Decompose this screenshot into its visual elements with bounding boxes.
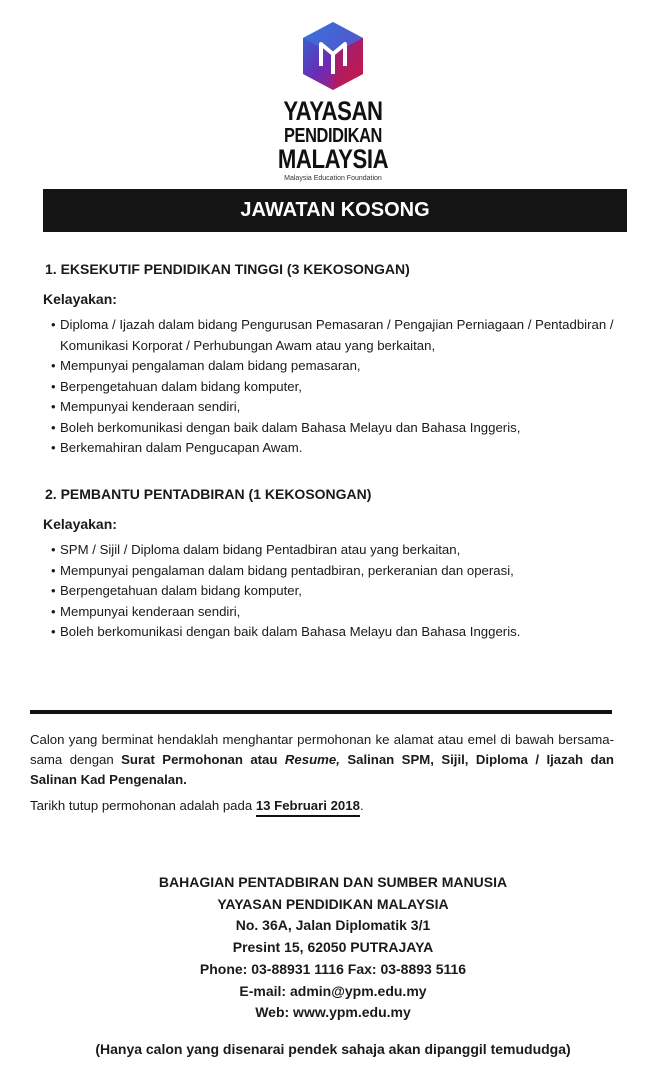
- application-bold-1: Surat Permohonan atau: [121, 752, 285, 767]
- qualification-item: • Boleh berkomunikasi dengan baik dalam Bahasa Melayu dan Bahasa Inggeris.: [51, 622, 643, 643]
- qualification-item: • Berpengetahuan dalam bidang komputer,: [51, 377, 643, 398]
- logo-tagline: Malaysia Education Foundation: [284, 175, 382, 182]
- logo-line-yayasan: YAYASAN: [283, 96, 383, 126]
- closing-end: .: [359, 798, 364, 813]
- job-title: 1. EKSEKUTIF PENDIDIKAN TINGGI (3 KEKOSONGAN): [45, 261, 410, 277]
- job-section-1: [43, 261, 643, 459]
- contact-address-2: Presint 15, 62050 PUTRAJAYA: [232, 939, 434, 956]
- closing-date: 13 Februari 2018: [256, 798, 360, 817]
- qualification-item: • Boleh berkomunikasi dengan baik dalam Bahasa Melayu dan Bahasa Inggeris,: [51, 418, 643, 439]
- ypm-hexagon-logo-icon: [301, 20, 365, 92]
- qualification-item: • Mempunyai pengalaman dalam bidang pentadbiran, perkeranian dan operasi,: [51, 561, 643, 582]
- qualification-item: • Mempunyai kenderaan sendiri,: [51, 602, 643, 623]
- closing-date-line: [30, 798, 364, 813]
- job-title: 2. PEMBANTU PENTADBIRAN (1 KEKOSONGAN): [45, 486, 372, 502]
- section-divider: [30, 710, 612, 714]
- contact-address-1: No. 36A, Jalan Diplomatik 3/1: [235, 917, 431, 934]
- application-bold-2: Salinan SPM, Sijil, Diploma / Ijazah dan Salinan Kad Pengenalan.: [30, 752, 614, 787]
- banner-title: JAWATAN KOSONG: [240, 199, 430, 221]
- logo-line-malaysia: MALAYSIA: [277, 144, 389, 174]
- contact-block: [0, 872, 666, 1024]
- organization-logo: [0, 20, 666, 182]
- qualifications-list: [43, 540, 643, 643]
- qualification-item: • Mempunyai kenderaan sendiri,: [51, 397, 643, 418]
- logo-line-pendidikan: PENDIDIKAN: [284, 125, 382, 147]
- qualifications-label: Kelayakan:: [43, 516, 117, 532]
- qualification-item: • Berkemahiran dalam Pengucapan Awam.: [51, 438, 643, 459]
- qualification-item: • Berpengetahuan dalam bidang komputer,: [51, 581, 643, 602]
- closing-text: Tarikh tutup permohonan adalah pada: [30, 798, 256, 813]
- job-section-2: [43, 486, 643, 643]
- qualifications-list: [43, 315, 643, 459]
- shortlist-note: (Hanya calon yang disenarai pendek sahaja akan dipanggil temududga): [95, 1041, 571, 1057]
- contact-department: BAHAGIAN PENTADBIRAN DAN SUMBER MANUSIA: [158, 874, 508, 890]
- qualification-item: • SPM / Sijil / Diploma dalam bidang Pentadbiran atau yang berkaitan,: [51, 540, 643, 561]
- vacancy-banner: [43, 189, 627, 232]
- contact-email: E-mail: admin@ypm.edu.my: [239, 982, 427, 999]
- contact-web: Web: www.ypm.edu.my: [255, 1004, 411, 1021]
- contact-organization: YAYASAN PENDIDIKAN MALAYSIA: [217, 895, 449, 912]
- qualification-item: • Diploma / Ijazah dalam bidang Pengurusan Pemasaran / Pengajian Perniagaan / Pentadbiran / Komunikasi Korporat / Perhubungan Awam atau yang berkaitan,: [51, 315, 643, 356]
- qualification-item: • Mempunyai pengalaman dalam bidang pemasaran,: [51, 356, 643, 377]
- application-text: Calon yang berminat hendaklah menghantar permohonan ke alamat atau emel di bawah bersama-sama dengan: [30, 732, 614, 767]
- contact-phone-fax: Phone: 03-88931 1116 Fax: 03-8893 5116: [199, 960, 467, 977]
- application-resume: Resume,: [284, 752, 340, 767]
- application-instructions: [30, 730, 614, 790]
- qualifications-label: Kelayakan:: [43, 291, 117, 307]
